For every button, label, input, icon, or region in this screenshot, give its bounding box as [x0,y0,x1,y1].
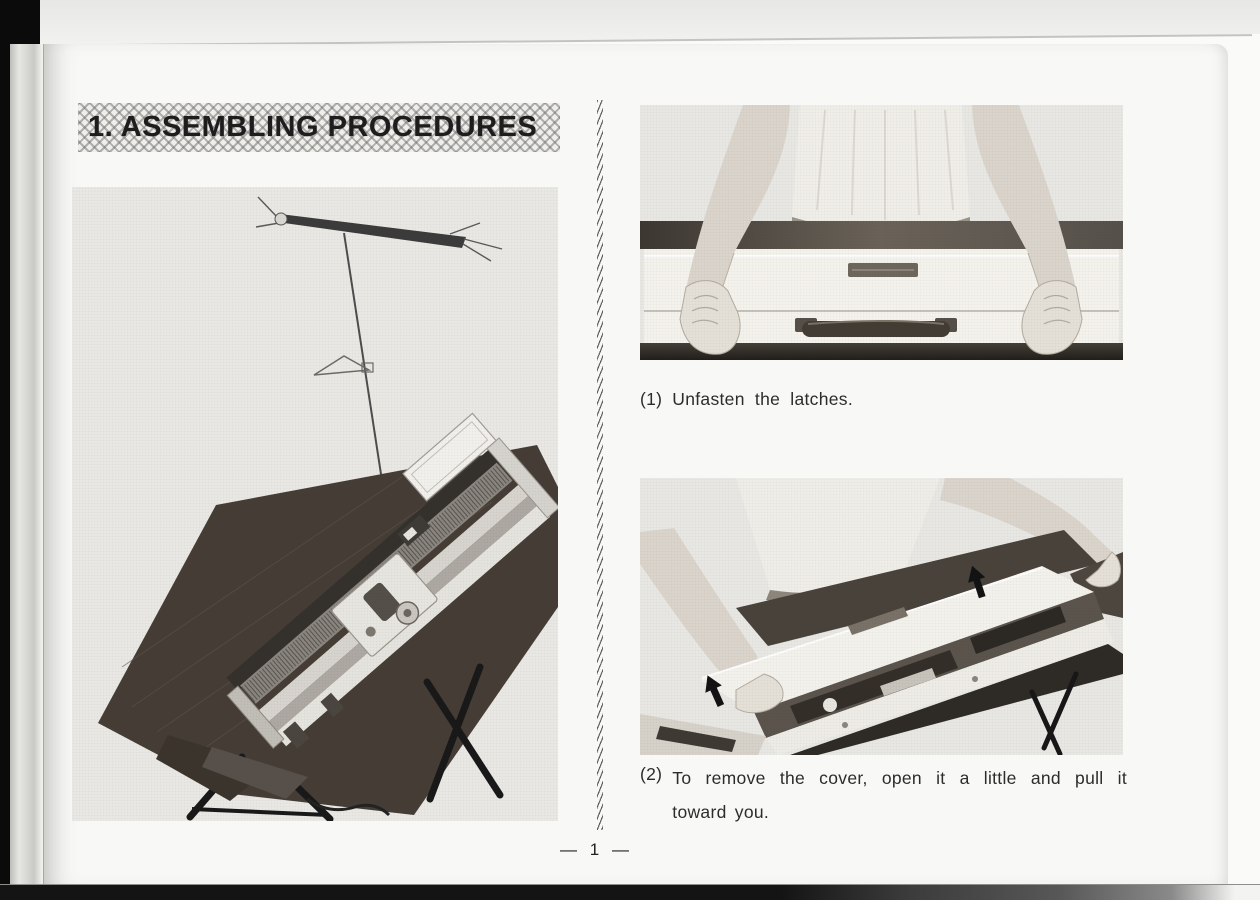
section-title-banner [78,103,560,152]
person-torso [792,105,970,241]
book-binding-edge [10,44,44,886]
hands-lifting-cover-illustration [640,478,1123,755]
step-2-number: (2) [640,764,663,784]
scan-topleft-border [10,0,40,46]
scan-left-border [0,0,10,900]
machine-on-table-illustration [72,187,558,821]
page-number: — 1 — [560,840,630,859]
figure-remove-cover [640,478,1123,755]
figure-machine-assembled [72,187,558,821]
hands-on-case-illustration [640,105,1123,360]
decorative-column-divider [597,100,603,830]
section-title: 1. ASSEMBLING PROCEDURES [88,111,538,143]
step-1-caption [640,386,1123,413]
scan-bottom-border [0,884,1260,900]
step-1-number: (1) [640,389,663,409]
step-2-caption [640,761,1127,829]
figure-unfasten-latches [640,105,1123,360]
step-2-text: To remove the cover, open it a little and pull it toward you. [672,768,1127,823]
step-1-text: Unfasten the latches. [672,389,854,409]
